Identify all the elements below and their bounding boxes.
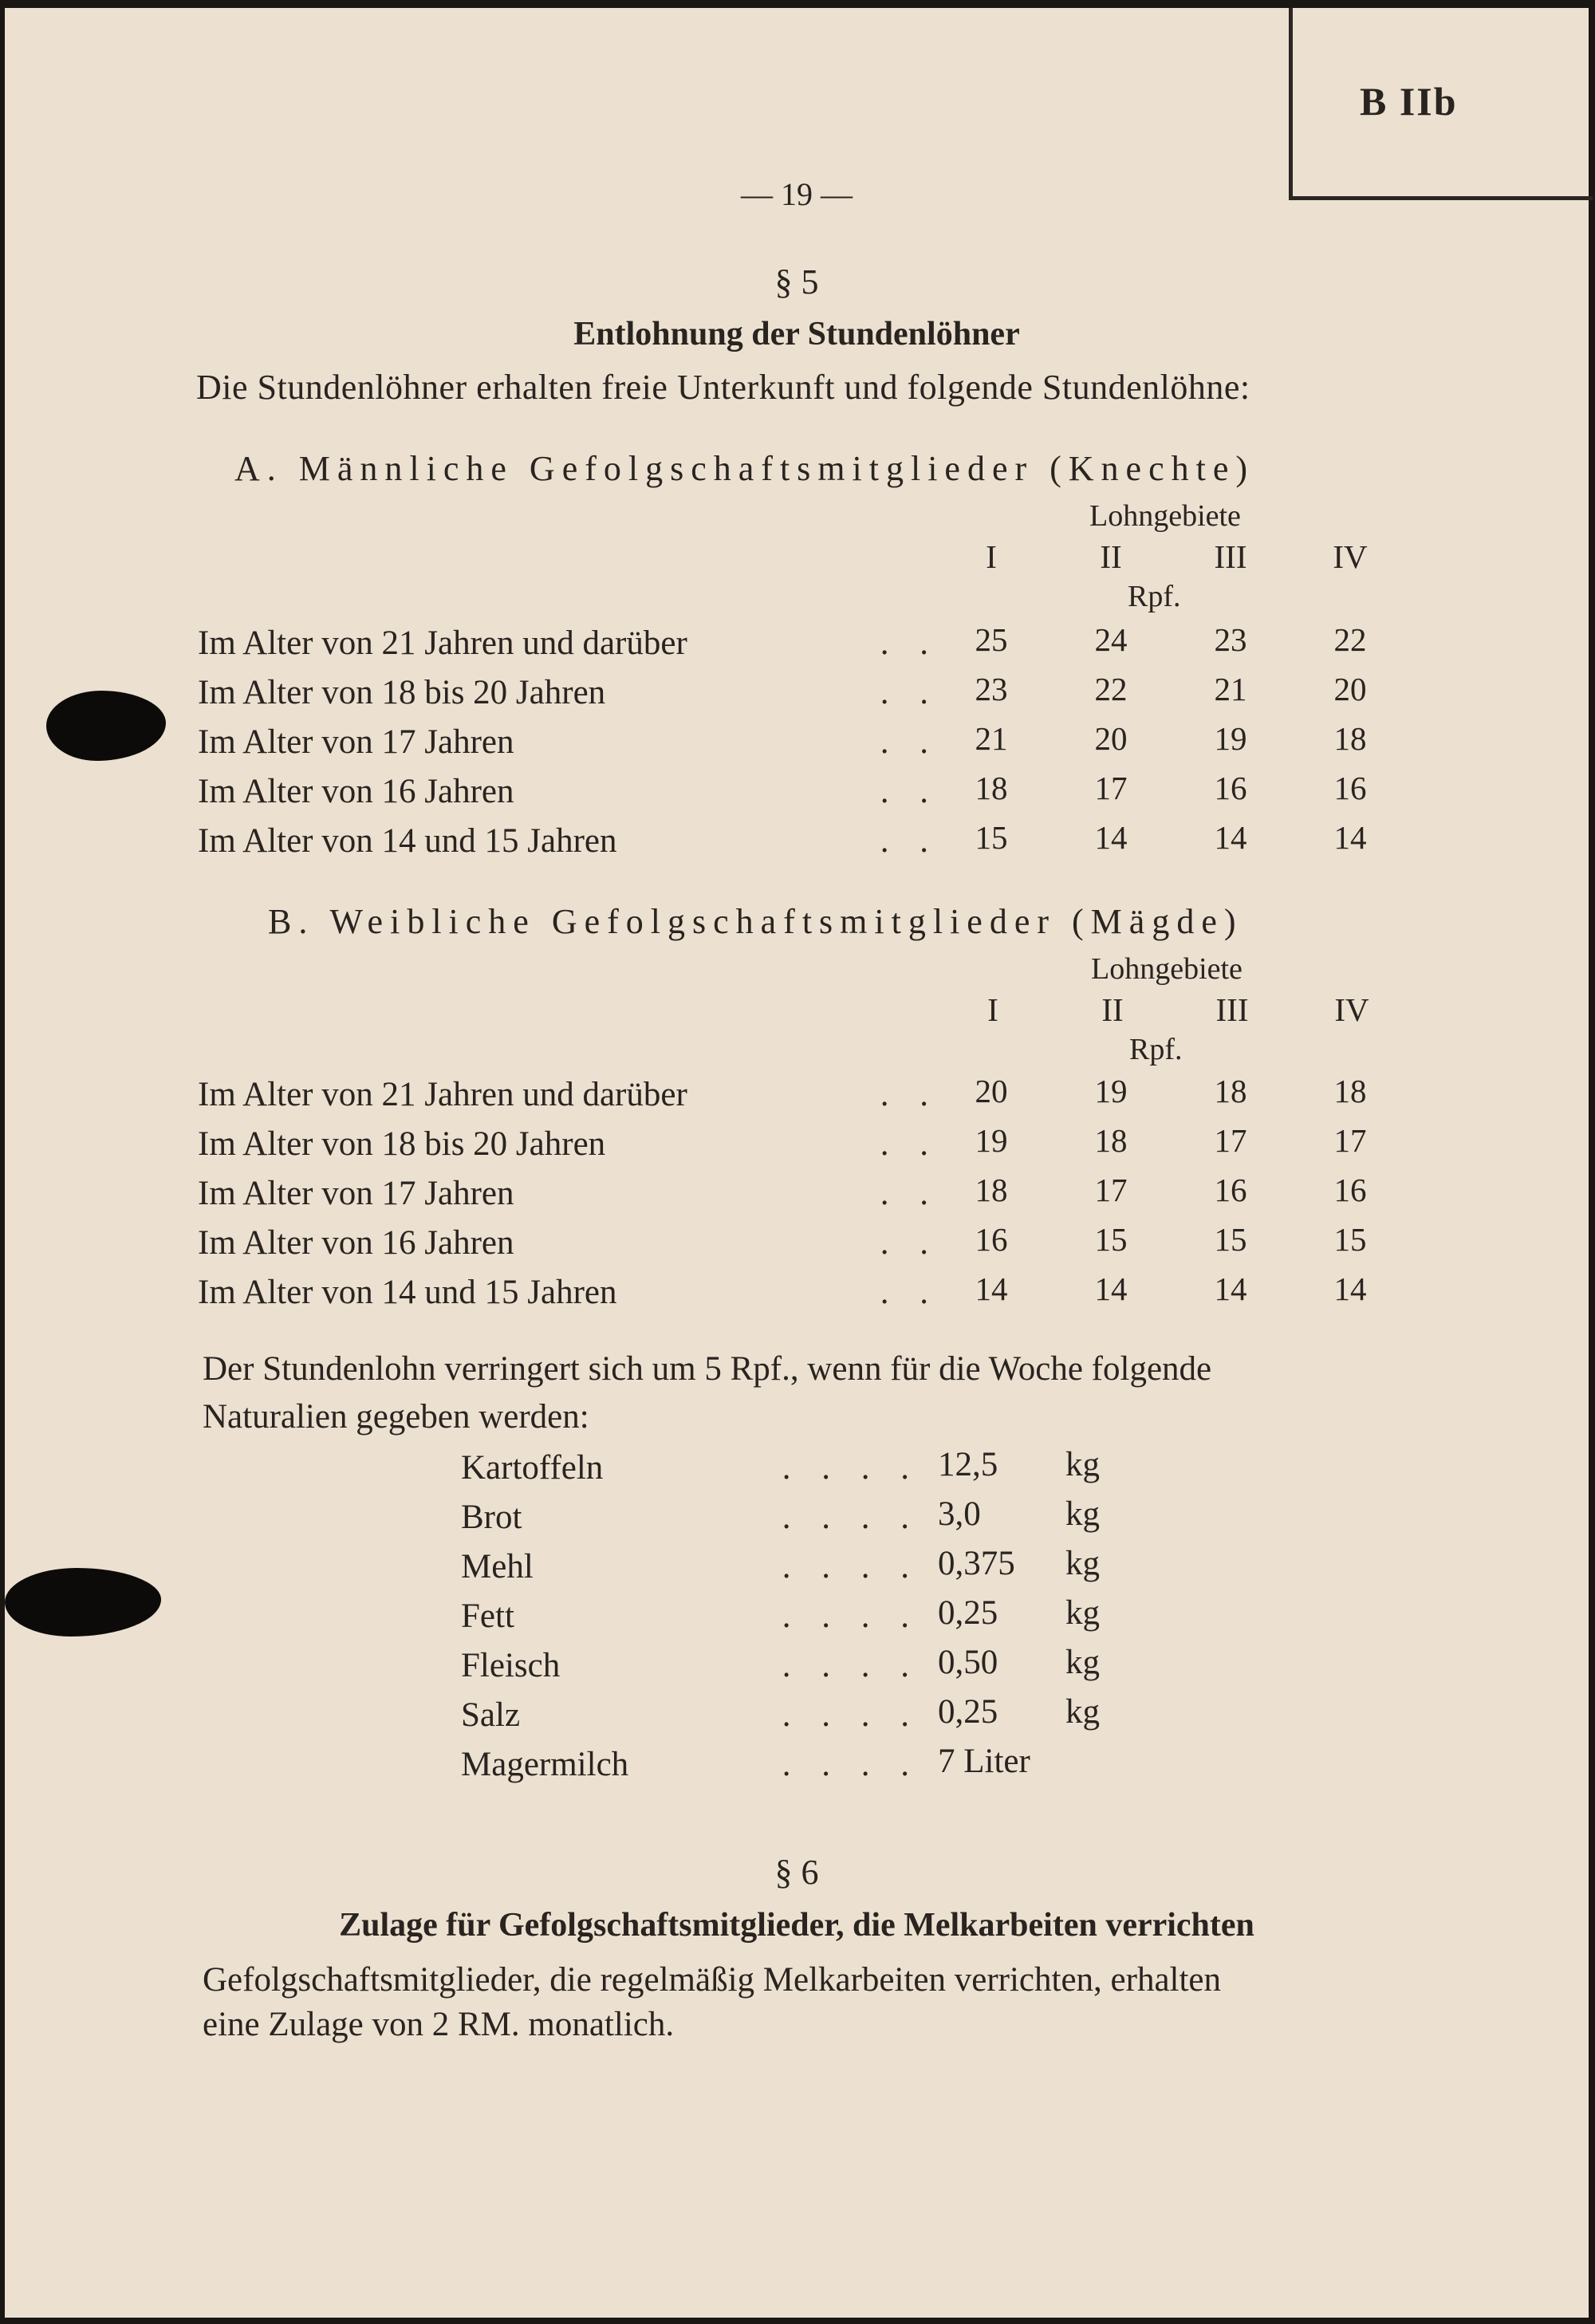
- naturalien-item-name: Magermilch: [461, 1746, 629, 1783]
- table-a-cell: 18: [975, 770, 1008, 806]
- naturalien-item-unit: kg: [1065, 1644, 1100, 1681]
- table-a-cell: 14: [1094, 819, 1128, 856]
- table-a-row-leader-dots: . .: [880, 723, 939, 761]
- table-b-cell: 17: [1214, 1122, 1247, 1159]
- table-a-cell: 22: [1094, 671, 1128, 707]
- table-b-cell: 18: [975, 1172, 1008, 1208]
- table-b-cell: 14: [1333, 1270, 1367, 1307]
- table-b-cell: 19: [1094, 1073, 1128, 1109]
- table-b-col-ii: II: [1101, 991, 1124, 1028]
- table-a-row-leader-dots: . .: [880, 822, 939, 860]
- table-b-cell: 14: [1214, 1270, 1247, 1307]
- naturalien-item-amount: 0,25: [938, 1594, 998, 1632]
- naturalien-item-amount: 0,50: [938, 1644, 998, 1681]
- table-a-col-iii: III: [1214, 538, 1247, 575]
- table-a-cell: 14: [1333, 819, 1367, 856]
- naturalien-leader-dots: . . . .: [782, 1449, 920, 1487]
- table-b-cell: 15: [1214, 1221, 1247, 1258]
- section-6-text-line-2: eine Zulage von 2 RM. monatlich.: [203, 2006, 675, 2043]
- table-a-cell: 22: [1333, 621, 1367, 658]
- table-a-title: A. Männliche Gefolgschaftsmitglieder (Knechte): [234, 449, 1255, 488]
- table-a-row-label: Im Alter von 16 Jahren: [198, 773, 514, 810]
- table-a-cell: 16: [1333, 770, 1367, 806]
- table-a-unit: Rpf.: [1128, 580, 1181, 613]
- table-b-row-leader-dots: . .: [880, 1224, 939, 1262]
- table-a-cell: 18: [1333, 720, 1367, 757]
- naturalien-leader-dots: . . . .: [782, 1597, 920, 1635]
- table-a-cell: 19: [1214, 720, 1247, 757]
- table-a-cell: 21: [975, 720, 1008, 757]
- naturalien-item-unit: kg: [1065, 1545, 1100, 1582]
- table-b-cell: 14: [975, 1270, 1008, 1307]
- table-b-col-iii: III: [1215, 991, 1249, 1028]
- table-b-cell: 18: [1214, 1073, 1247, 1109]
- table-a-cell: 23: [975, 671, 1008, 707]
- naturalien-leader-dots: . . . .: [782, 1499, 920, 1536]
- table-b-cell: 16: [975, 1221, 1008, 1258]
- table-b-unit: Rpf.: [1129, 1033, 1183, 1066]
- table-b-row-leader-dots: . .: [880, 1076, 939, 1113]
- naturalien-leader-dots: . . . .: [782, 1548, 920, 1585]
- table-b-row-label: Im Alter von 18 bis 20 Jahren: [198, 1125, 606, 1163]
- table-a-cell: 20: [1094, 720, 1128, 757]
- naturalien-text-line-1: Der Stundenlohn verringert sich um 5 Rpf., wenn für die Woche folgende: [203, 1350, 1212, 1388]
- table-a-row-leader-dots: . .: [880, 624, 939, 662]
- naturalien-item-name: Brot: [461, 1499, 522, 1536]
- naturalien-item-name: Mehl: [461, 1548, 534, 1585]
- naturalien-item-unit: kg: [1065, 1693, 1100, 1731]
- naturalien-item-unit: kg: [1065, 1594, 1100, 1632]
- table-a-col-ii: II: [1100, 538, 1122, 575]
- naturalien-leader-dots: . . . .: [782, 1746, 920, 1783]
- table-b-cell: 14: [1094, 1270, 1128, 1307]
- table-a-cell: 16: [1214, 770, 1247, 806]
- naturalien-leader-dots: . . . .: [782, 1647, 920, 1684]
- naturalien-item-amount: 12,5: [938, 1446, 998, 1483]
- naturalien-text-line-2: Naturalien gegeben werden:: [203, 1398, 589, 1436]
- table-a-cell: 15: [975, 819, 1008, 856]
- table-b-cell: 17: [1333, 1122, 1367, 1159]
- table-a-row-label: Im Alter von 21 Jahren und darüber: [198, 624, 687, 662]
- table-b-row-label: Im Alter von 14 und 15 Jahren: [198, 1274, 617, 1311]
- section-5-intro: Die Stundenlöhner erhalten freie Unterkunft und folgende Stundenlöhne:: [196, 368, 1250, 407]
- table-b-cell: 15: [1333, 1221, 1367, 1258]
- document-page: [5, 8, 1589, 2318]
- table-a-row-label: Im Alter von 18 bis 20 Jahren: [198, 674, 606, 711]
- table-b-cell: 17: [1094, 1172, 1128, 1208]
- table-b-cell: 18: [1333, 1073, 1367, 1109]
- table-a-cell: 25: [975, 621, 1008, 658]
- table-b-row-leader-dots: . .: [880, 1274, 939, 1311]
- naturalien-item-name: Kartoffeln: [461, 1449, 604, 1487]
- table-a-row-leader-dots: . .: [880, 773, 939, 810]
- table-b-cell: 18: [1094, 1122, 1128, 1159]
- corner-stamp-box: [1289, 8, 1593, 200]
- table-a-cell: 24: [1094, 621, 1128, 658]
- table-b-col-i: I: [987, 991, 998, 1028]
- naturalien-item-amount: 0,375: [938, 1545, 1015, 1582]
- naturalien-item-amount: 3,0: [938, 1495, 981, 1533]
- page-number: — 19 —: [741, 176, 853, 212]
- punch-hole-mark: [46, 691, 166, 761]
- table-b-row-label: Im Alter von 21 Jahren und darüber: [198, 1076, 687, 1113]
- table-b-cell: 15: [1094, 1221, 1128, 1258]
- table-b-title: B. Weibliche Gefolgschaftsmitglieder (Mägde): [268, 902, 1243, 941]
- naturalien-item-unit: kg: [1065, 1495, 1100, 1533]
- table-a-col-iv: IV: [1333, 538, 1368, 575]
- stamp-label: B IIb: [1360, 79, 1458, 124]
- section-6-title: Zulage für Gefolgschaftsmitglieder, die Melkarbeiten verrichten: [339, 1907, 1254, 1944]
- section-5-number: § 5: [774, 262, 819, 301]
- table-a-cell: 21: [1214, 671, 1247, 707]
- table-a-row-label: Im Alter von 17 Jahren: [198, 723, 514, 761]
- table-b-col-iv: IV: [1334, 991, 1369, 1028]
- table-b-group-header: Lohngebiete: [1091, 952, 1243, 986]
- table-a-cell: 14: [1214, 819, 1247, 856]
- section-5-title: Entlohnung der Stundenlöhner: [573, 316, 1020, 353]
- table-a-cell: 23: [1214, 621, 1247, 658]
- table-b-row-leader-dots: . .: [880, 1125, 939, 1163]
- naturalien-item-amount: 7 Liter: [938, 1743, 1030, 1780]
- section-6-text-line-1: Gefolgschaftsmitglieder, die regelmäßig Melkarbeiten verrichten, erhalten: [203, 1961, 1222, 1999]
- punch-hole-mark: [5, 1568, 161, 1637]
- naturalien-leader-dots: . . . .: [782, 1696, 920, 1734]
- table-a-col-i: I: [986, 538, 997, 575]
- naturalien-item-name: Salz: [461, 1696, 521, 1734]
- table-b-cell: 16: [1214, 1172, 1247, 1208]
- table-b-cell: 20: [975, 1073, 1008, 1109]
- table-a-cell: 17: [1094, 770, 1128, 806]
- table-a-row-leader-dots: . .: [880, 674, 939, 711]
- table-b-cell: 16: [1333, 1172, 1367, 1208]
- naturalien-item-name: Fett: [461, 1597, 514, 1635]
- table-a-row-label: Im Alter von 14 und 15 Jahren: [198, 822, 617, 860]
- table-b-row-leader-dots: . .: [880, 1175, 939, 1212]
- naturalien-item-amount: 0,25: [938, 1693, 998, 1731]
- naturalien-item-name: Fleisch: [461, 1647, 561, 1684]
- naturalien-item-unit: kg: [1065, 1446, 1100, 1483]
- table-b-cell: 19: [975, 1122, 1008, 1159]
- section-6-number: § 6: [774, 1853, 819, 1892]
- table-b-row-label: Im Alter von 16 Jahren: [198, 1224, 514, 1262]
- table-a-group-header: Lohngebiete: [1089, 499, 1241, 533]
- table-b-row-label: Im Alter von 17 Jahren: [198, 1175, 514, 1212]
- table-a-cell: 20: [1333, 671, 1367, 707]
